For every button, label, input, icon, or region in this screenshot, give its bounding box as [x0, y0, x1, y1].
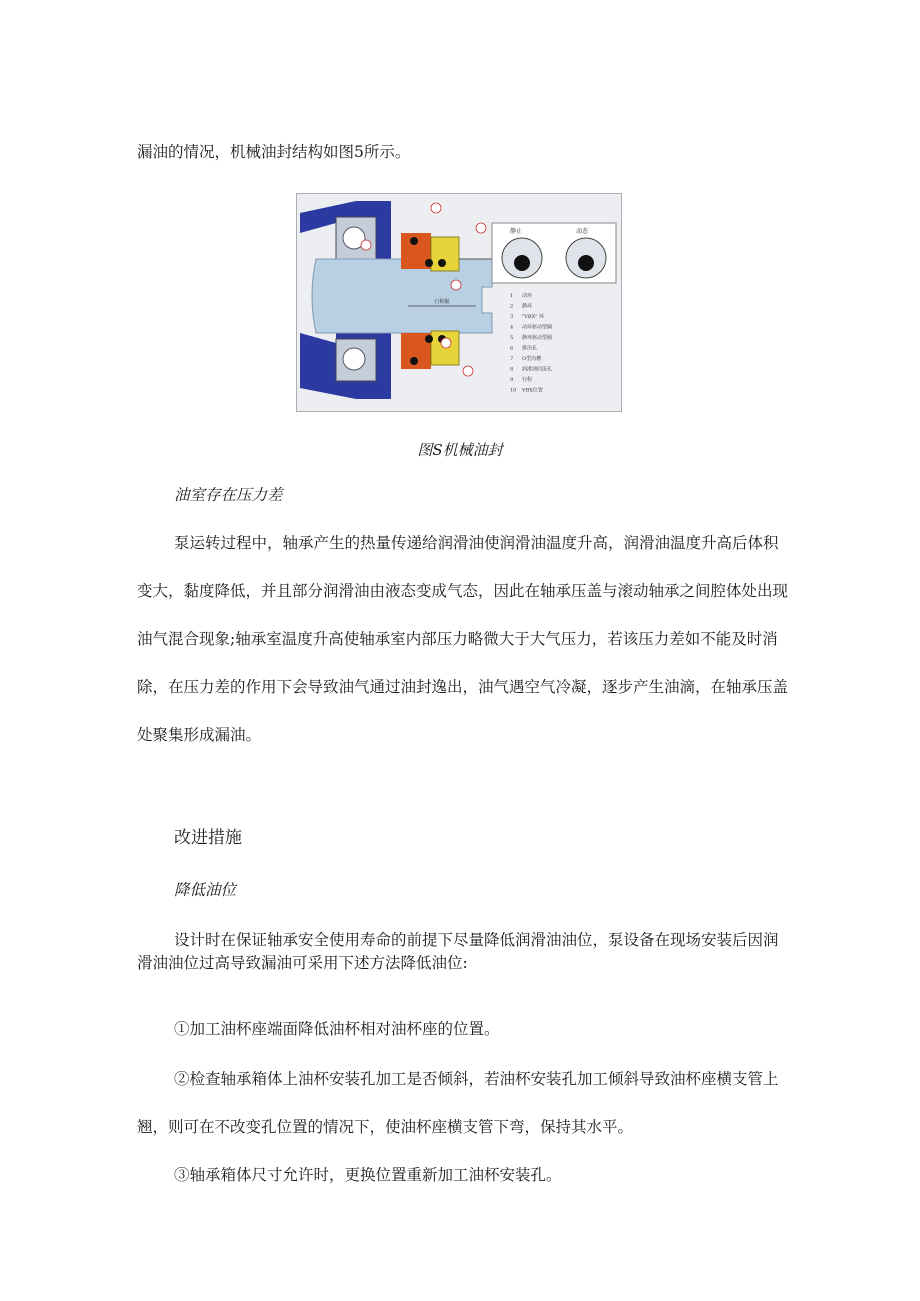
- detail-dynamic-label: 动态: [576, 228, 589, 235]
- oring-2: [425, 259, 433, 267]
- list-item-1: ①加工油杯座端面降低油杯相对油杯座的位置。: [174, 1020, 500, 1038]
- legend-text: 动环: [522, 293, 533, 299]
- section1-line-2: 变大，黏度降低，并且部分润滑油由液态变成气态，因此在轴承压盖与滚动轴承之间腔体处出现: [137, 582, 789, 600]
- legend-num: 7: [510, 356, 514, 362]
- legend-num: 2: [510, 303, 514, 310]
- dim-label: 行程幅: [434, 299, 450, 305]
- oring-4: [410, 357, 418, 365]
- seal-rotating-top: [431, 237, 459, 271]
- figure-caption: 图S机械油封: [417, 441, 503, 459]
- legend-text: 行程: [522, 377, 533, 383]
- legend-num: 3: [510, 314, 514, 320]
- section1-line-4: 除，在压力差的作用下会导致油气通过油封逸出，油气遇空气冷凝，逐步产生油滴，在轴承压盖: [137, 678, 789, 696]
- legend-num: 10: [510, 387, 517, 394]
- legend-text: 静环: [522, 303, 533, 310]
- legend-num: 6: [510, 345, 514, 352]
- legend-text: 静环驱动型圈: [522, 335, 553, 341]
- legend-text: VBX位置: [522, 387, 543, 394]
- legend-text: 排出孔: [522, 345, 538, 352]
- oring-3: [438, 259, 446, 267]
- legend-text: O型沟槽: [522, 356, 542, 362]
- section2-line-1: 设计时在保证轴承安全使用寿命的前提下尽量降低润滑油油位，泵设备在现场安装后因润: [174, 931, 779, 949]
- mechanical-seal-figure: [296, 193, 622, 412]
- legend-num: 4: [510, 324, 514, 331]
- list-item-2-cont: 翘，则可在不改变孔位置的情况下，使油杯座横支管下弯，保持其水平。: [137, 1118, 634, 1136]
- section2-subheading: 降低油位: [174, 881, 237, 899]
- legend-text: 润滑油回流孔: [522, 366, 553, 373]
- section1-line-5: 处聚集形成漏油。: [137, 726, 262, 744]
- section2-heading: 改进措施: [174, 828, 242, 848]
- list-item-2: ②检查轴承箱体上油杯安装孔加工是否倾斜，若油杯安装孔加工倾斜导致油杯座横支管上: [174, 1070, 779, 1088]
- legend-text: 动环驱动型圈: [522, 324, 553, 331]
- shaft: [312, 259, 492, 333]
- section1-line-1: 泵运转过程中，轴承产生的热量传递给润滑油使润滑油温度升高，润滑油温度升高后体积: [174, 534, 779, 552]
- bearing-ball-bottom: [343, 348, 365, 370]
- section2-line-2: 滑油油位过高导致漏油可采用下述方法降低油位:: [137, 954, 468, 972]
- oring-5: [425, 335, 433, 343]
- detail-static-label: 静止: [510, 228, 523, 235]
- legend-text: "VBX" 环: [522, 314, 545, 320]
- section1-line-3: 油气混合现象;轴承室温度升高使轴承室内部压力略微大于大气压力，若该压力差如不能及时消: [137, 630, 778, 648]
- legend-num: 8: [510, 366, 514, 373]
- legend-num: 9: [510, 377, 514, 383]
- legend-num: 5: [510, 335, 514, 341]
- section1-subheading: 油室存在压力差: [174, 486, 283, 504]
- list-item-3: ③轴承箱体尺寸允许时，更换位置重新加工油杯安装孔。: [174, 1166, 562, 1184]
- intro-line: 漏油的情况，机械油封结构如图5所示。: [137, 143, 411, 161]
- oring-1: [410, 237, 418, 245]
- legend-num: 1: [510, 293, 514, 299]
